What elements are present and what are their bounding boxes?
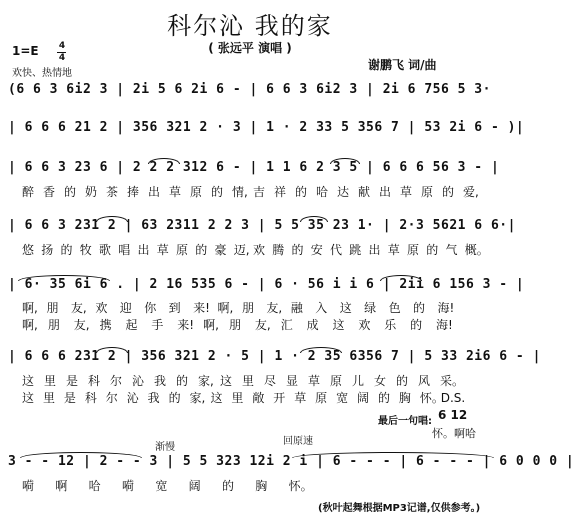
lyric-word: 出 (137, 243, 150, 257)
lyric-word: 的 (168, 391, 181, 405)
lyric-word: 这 (22, 391, 35, 405)
lyric-word: 显 (286, 374, 299, 388)
lyric-word: 友, (73, 318, 90, 332)
slur-mark (300, 216, 328, 222)
lyric-word: 起 (125, 318, 138, 332)
lyric-word: 欢 (253, 243, 266, 257)
lyric-word: 牧 (79, 243, 92, 257)
lyric-word: 香 (43, 185, 56, 199)
time-signature (57, 42, 67, 63)
slur-mark (18, 275, 110, 281)
lyric-word: 奶 (85, 185, 98, 199)
lyric-word: 携 (99, 318, 112, 332)
lyric-word: 海! (436, 318, 453, 332)
lyric-word: 跳 (349, 243, 362, 257)
lyric-word: 是 (63, 391, 76, 405)
lyric-word: 哈 (88, 479, 101, 493)
lyric-line-5b (22, 316, 462, 333)
lyric-word: 哈 (316, 185, 329, 199)
lyric-word: 迈, (233, 243, 250, 257)
slur-mark (96, 347, 128, 353)
lyric-word: 啊, (203, 318, 219, 332)
lyric-word: 宽 (336, 391, 349, 405)
lyric-word: 的 (413, 301, 426, 315)
slur-mark (292, 452, 494, 458)
lyric-word: 原 (421, 185, 434, 199)
lyric-word: 草 (156, 243, 169, 257)
lyric-word: 这 (22, 374, 35, 388)
lyric-word: 的 (396, 374, 409, 388)
lyric-word: 草 (294, 391, 307, 405)
lyric-word: 的 (291, 243, 304, 257)
lyric-word: 这 (220, 374, 233, 388)
lyric-word: 吉 (253, 185, 266, 199)
lyric-word: 你 (144, 301, 157, 315)
lyric-word: 海! (437, 301, 455, 315)
lyric-word: 开 (273, 391, 286, 405)
lyric-word: 的 (295, 185, 308, 199)
slur-mark (380, 275, 422, 281)
lyric-word: 原 (190, 185, 203, 199)
lyric-word: 的 (377, 391, 390, 405)
lyric-word: 的 (211, 185, 224, 199)
lyric-word: 啊, (22, 301, 38, 315)
lyric-word: 的 (410, 318, 423, 332)
lyric-word: 出 (379, 185, 392, 199)
lyric-word: 的 (195, 243, 208, 257)
lyric-word: 我 (154, 374, 167, 388)
lyric-word: 怀。 (419, 391, 444, 405)
lyric-word: 唱 (118, 243, 131, 257)
slur-mark (300, 347, 342, 353)
lyric-word: 原 (176, 243, 189, 257)
lyric-word: 尔 (105, 391, 118, 405)
lyric-line-7 (22, 477, 322, 494)
lyric-word: 安 (310, 243, 323, 257)
lyric-word: 尔 (110, 374, 123, 388)
lyric-word: 色 (388, 301, 401, 315)
lyric-word: 的 (426, 243, 439, 257)
lyric-word: 出 (368, 243, 381, 257)
lyric-word: 醉 (22, 185, 35, 199)
slur-mark (330, 158, 360, 164)
lyric-line-6b (22, 389, 466, 406)
lyric-word: 儿 (352, 374, 365, 388)
lyric-word: 原 (315, 391, 328, 405)
lyric-word: 里 (42, 391, 55, 405)
lyric-word: 这 (339, 301, 352, 315)
lyric-word: 沁 (132, 374, 145, 388)
lyric-word: 手 (151, 318, 164, 332)
lyric-word: 宽 (155, 479, 168, 493)
lyric-word: 原 (407, 243, 420, 257)
last-phrase-notes: 6 12 (438, 408, 468, 422)
lyric-word: 腾 (272, 243, 285, 257)
lyric-word: 的 (176, 374, 189, 388)
score-line-1: (6 6 3 6i2 3 | 2i 5 6 2i 6 - | 6 6 3 6i2 3 | 2i 6 756 5 3· (8, 82, 491, 97)
lyric-word: 啊 (55, 479, 68, 493)
lyric-word: D.S. (440, 391, 466, 405)
lyric-word: 这 (332, 318, 345, 332)
lyric-word: 阔 (188, 479, 201, 493)
lyric-word: 绿 (364, 301, 377, 315)
lyric-word: 友, (254, 318, 271, 332)
lyric-word: 来! (193, 301, 210, 315)
lyric-word: 草 (400, 185, 413, 199)
lyric-word: 朋 (241, 301, 254, 315)
lyric-word: 女 (374, 374, 387, 388)
lyric-word: 欢 (95, 301, 108, 315)
lyric-word: 家, (198, 374, 214, 388)
song-title: 科尔沁 我的家 (167, 12, 333, 40)
lyric-word: 科 (84, 391, 97, 405)
lyric-word: 到 (168, 301, 181, 315)
lyric-word: 献 (358, 185, 371, 199)
lyric-word: 这 (210, 391, 223, 405)
slow-down-mark: 渐慢 (155, 442, 175, 453)
lyric-word: 情, (232, 185, 248, 199)
lyric-word: 的 (442, 185, 455, 199)
lyric-word: 沁 (126, 391, 139, 405)
lyric-word: 友, (266, 301, 283, 315)
lyric-line-6a (22, 372, 465, 389)
lyric-word: 茶 (106, 185, 119, 199)
slur-mark (148, 158, 180, 164)
lyric-word: 悠 (22, 243, 35, 257)
lyric-word: 成 (306, 318, 319, 332)
lyric-line-4 (22, 241, 489, 258)
score-line-4: | 6 6 3 231 2 | 63 2311 2 2 3 | 5 5 35 23 1· | 2·3 5621 6 6·| (8, 218, 516, 233)
lyric-word: 草 (308, 374, 321, 388)
lyric-word: 气 (445, 243, 458, 257)
lyric-word: 捧 (127, 185, 140, 199)
lyric-word: 是 (66, 374, 79, 388)
lyric-word: 胸 (255, 479, 268, 493)
lyric-word: 融 (290, 301, 303, 315)
lyric-word: 汇 (280, 318, 293, 332)
lyric-word: 的 (64, 185, 77, 199)
lyric-word: 爱, (463, 185, 479, 199)
lyric-word: 敞 (252, 391, 265, 405)
lyric-word: 原 (330, 374, 343, 388)
lyric-word: 嗬 (22, 479, 35, 493)
lyric-word: 的 (60, 243, 73, 257)
tempo-back-mark: 回原速 (283, 436, 313, 447)
lyric-word: 豪 (214, 243, 227, 257)
lyric-word: 友, (70, 301, 87, 315)
lyric-word: 乐 (384, 318, 397, 332)
lyric-word: 尽 (264, 374, 277, 388)
lyric-word: 入 (315, 301, 328, 315)
author-credit: 谢鹏飞 词/曲 (368, 58, 437, 72)
lyric-word: 采。 (440, 374, 465, 388)
lyric-word: 出 (148, 185, 161, 199)
lyric-word: 嗬 (121, 479, 134, 493)
lyric-word: 代 (330, 243, 343, 257)
lyric-word: 祥 (274, 185, 287, 199)
slur-mark (20, 452, 142, 458)
slur-mark (96, 216, 128, 222)
key-signature: 1=E (12, 44, 39, 58)
lyric-word: 朋 (47, 318, 60, 332)
lyric-word: 里 (231, 391, 244, 405)
lyric-word: 欢 (358, 318, 371, 332)
last-phrase-label: 最后一句唱: (378, 416, 432, 427)
lyric-word: 我 (147, 391, 160, 405)
lyric-line-5a (22, 299, 462, 316)
lyric-word: 怀。 (288, 479, 313, 493)
score-line-7: 3 - - 12 | 2 - - 3 | 5 5 323 12i 2 i | 6 - - - | 6 - - - | 6 0 0 0 | (8, 454, 574, 469)
lyric-word: 歌 (99, 243, 112, 257)
lyric-word: 扬 (41, 243, 54, 257)
lyric-word: 家, (189, 391, 206, 405)
lyric-word: 风 (418, 374, 431, 388)
lyric-word: 朋 (46, 301, 59, 315)
meter-bottom: 4 (58, 53, 66, 63)
lyric-word: 啊, (217, 301, 234, 315)
lyric-word: 科 (88, 374, 101, 388)
lyric-word: 达 (337, 185, 350, 199)
lyric-word: 啊, (22, 318, 38, 332)
lyric-word: 来! (177, 318, 195, 332)
lyric-word: 阔 (357, 391, 370, 405)
lyric-word: 草 (169, 185, 182, 199)
lyric-word: 里 (44, 374, 57, 388)
lyric-word: 概。 (464, 243, 489, 257)
lyric-word: 迎 (119, 301, 132, 315)
score-line-6: | 6 6 6 231 2 | 356 321 2 · 5 | 1 · 2 35 6356 7 | 5 33 2i6 6 - | (8, 349, 541, 364)
lyric-word: 胸 (398, 391, 411, 405)
lyric-word: 草 (387, 243, 400, 257)
tempo-marking: 欢快、热情地 (12, 68, 72, 79)
lyric-word: 的 (221, 479, 234, 493)
lyric-word: 朋 (229, 318, 242, 332)
lyric-word: 里 (242, 374, 255, 388)
transcription-footnote: (秋叶起舞根据MP3记谱,仅供参考。) (318, 503, 481, 514)
last-phrase-lyric: 怀。啊哈 (432, 427, 476, 440)
singer-credit: ( 张远平 演唱 ) (208, 41, 292, 55)
score-line-5: | 6· 35 6i 6 . | 2 16 535 6 - | 6 · 56 i i 6 | 2ii 6 156 3 - | (8, 277, 525, 292)
score-line-2: | 6 6 6 21 2 | 356 321 2 · 3 | 1 · 2 33 5 356 7 | 53 2i 6 - )| (8, 120, 525, 135)
meter-top: 4 (58, 41, 66, 51)
score-line-3: | 6 6 3 23 6 | 2 2 2 312 6 - | 1 1 6 2 3 5 | 6 6 6 56 3 - | (8, 160, 500, 175)
lyric-line-3 (22, 183, 484, 200)
